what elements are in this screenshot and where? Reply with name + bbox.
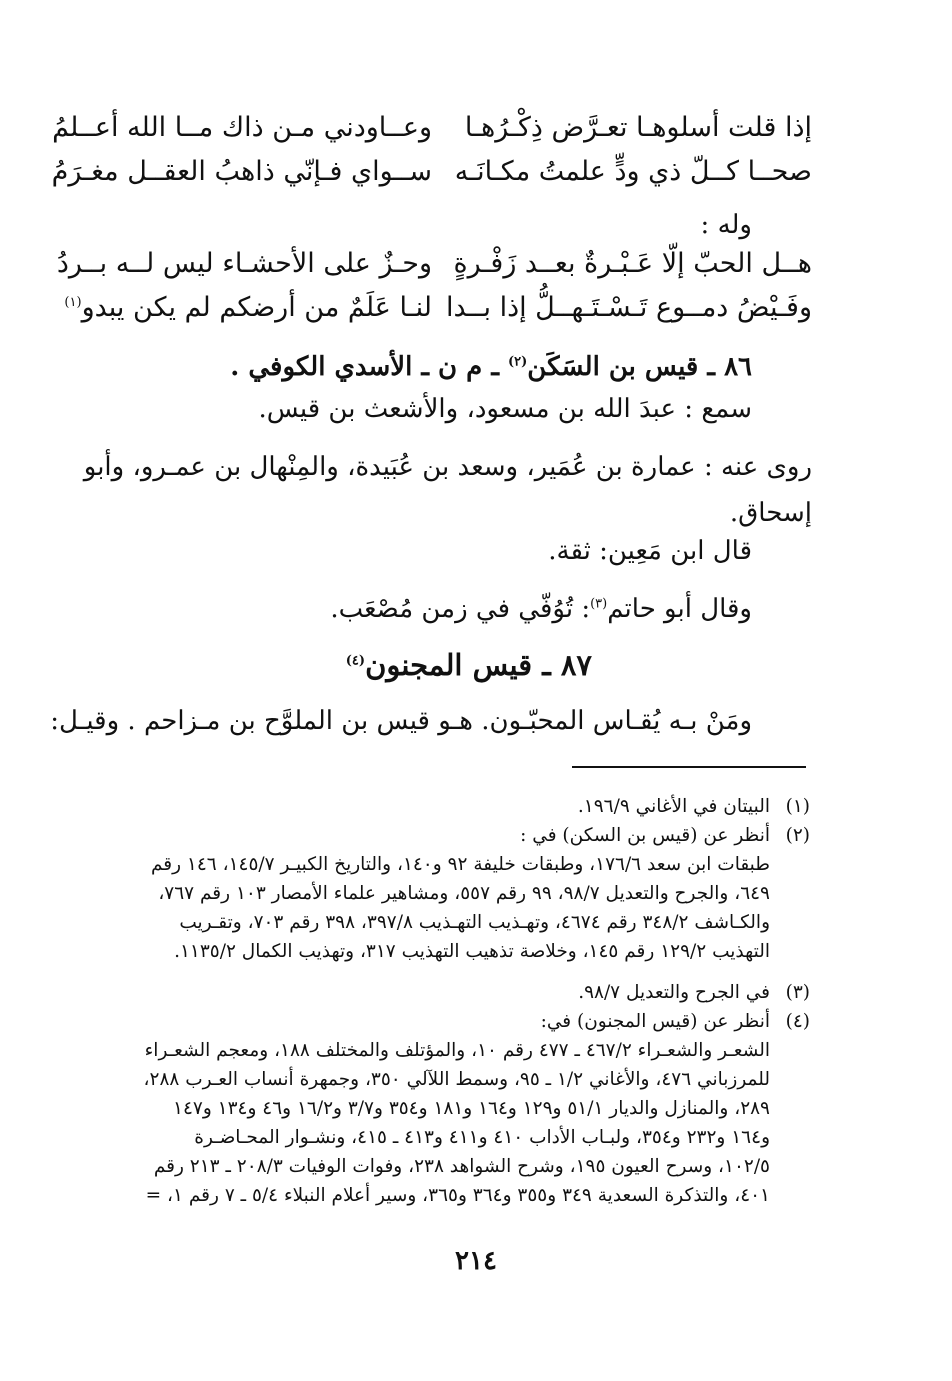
footnote-2-line: طبقات ابن سعد ١٧٦/٦، وطبقات خليفة ٩٢ و١٤٠، والتاريخ الكبيـر ١٤٥/٧، ١٤٦ رقم xyxy=(150,854,770,875)
poem2-line1-right: هــل الحبّ إلّا عَـبْـرةٌ بعــد زَفْـرةٍ xyxy=(453,248,812,279)
footnote-2-line: والكـاشف ٣٤٨/٢ رقم ٤٦٧٤، وتهـذيب التهـذيب ٣٩٧/٨، ٣٩٨ رقم ٧٠٣، وتقـريب xyxy=(179,912,770,933)
footnote-1 xyxy=(578,792,810,821)
footnote-2-line: التهذيب ١٢٩/٢ رقم ١٤٥، وخلاصة تذهيب التهذيب ٣١٧، وتهذيب الكمال ١١٣٥/٢. xyxy=(174,941,770,962)
footnote-2-number: (٢) xyxy=(785,825,810,846)
entry86-ibn-maeen: قال ابن مَعِين: ثقة. xyxy=(548,536,752,566)
footnote-2 xyxy=(520,821,810,850)
poem2-intro: وله : xyxy=(700,210,752,240)
footnote-4-number: (٤) xyxy=(785,1011,810,1032)
entry86-heard: سمع : عبدَ الله بن مسعود، والأشعث بن قيس. xyxy=(258,394,752,424)
poem2-line2-left-text: لنـا عَلَمٌ من أرضكم لم يكن يبدو xyxy=(81,292,432,323)
poem1-line2-right: صحــا كــلّ ذي ودٍّ علمتُ مكـانَـه xyxy=(454,156,812,187)
entry86-heading xyxy=(230,348,752,386)
entry86-heading-rest: ـ م ن ـ الأسدي الكوفي . xyxy=(230,352,508,382)
footnote-3-number: (٣) xyxy=(785,982,810,1003)
footnote-4-line: ٢٨٩، والمنازل والديار ٥١/١ و١٢٩ و١٦٤ و١٨١ و٣٥٤ و٣/٧ و١٦/٢ و٤٦ و١٣٤ و١٤٧ xyxy=(173,1098,770,1119)
footnote-separator xyxy=(572,766,806,768)
footnote-4-line: للمرزباني ٤٧٦، والأغاني ١/٢ ـ ٩٥، وسمط اللآلي ٣٥٠، وجمهرة أنساب العـرب ٢٨٨، xyxy=(143,1069,770,1090)
footnote-ref-2: (٢) xyxy=(508,354,528,370)
footnote-4-line: ١٠٢/٥، وسرح العيون ١٩٥، وشرح الشواهد ٢٣٨، وفوات الوفيات ٢٠٨/٣ ـ ٢١٣ رقم xyxy=(153,1156,770,1177)
entry87-heading-title: ٨٧ ـ قيس المجنون xyxy=(365,648,592,682)
footnote-4-line: و١٦٤ و٢٣٢ و٣٥٤، ولبـاب الأداب ٤١٠ و٤١١ و٤١٣ ـ ٤١٥، ونشـوار المحـاضـرة xyxy=(194,1127,770,1148)
footnote-4-text: أنظر عن (قيس المجنون) في: xyxy=(540,1011,770,1032)
footnote-4-line: ٤٠١، والتذكرة السعدية ٣٤٩ و٣٥٥ و٣٦٤ و٣٦٥، وسير أعلام النبلاء ٥/٤ ـ ٧ رقم ١، = xyxy=(145,1185,770,1206)
entry87-heading xyxy=(346,644,592,686)
footnote-2-text: أنظر عن (قيس بن السكن) في : xyxy=(520,825,770,846)
poem2-line2-left xyxy=(64,288,432,328)
poem1-line1-left: وعــاودني مـن ذاك مــا الله أعــلمُ xyxy=(52,112,432,143)
entry86-narrators-line2: إسحاق. xyxy=(729,498,812,528)
entry86-narrators-line1: روى عنه : عمارة بن عُمَير، وسعد بن عُبَيدة، والمِنْهال بن عمـرو، وأبو xyxy=(83,452,812,482)
poem1-line2-left: ســواي فـإنّي ذاهبُ العقــل مغـرَمُ xyxy=(51,156,432,187)
footnote-4 xyxy=(541,1007,810,1036)
page-number: ٢١٤ xyxy=(455,1246,497,1276)
poem2-line2-right: وفَـيْضُ دمــوع تَـسْـتَـهــلُّ إذا بــدا xyxy=(445,292,812,323)
entry86-abu-hatim-text: وقال أبو حاتم xyxy=(607,594,752,624)
footnote-1-text: البيتان في الأغاني ١٩٦/٩. xyxy=(577,796,770,817)
footnote-1-number: (١) xyxy=(785,796,810,817)
footnote-ref-1: (١) xyxy=(64,295,82,310)
poem2-line1-left: وحـزٌ على الأحشـاء ليس لــه بــردُ xyxy=(56,248,432,279)
footnote-4-line: الشعـر والشعـراء ٤٦٧/٢ ـ ٤٧٧ رقم ١٠، والمؤتلف والمختلف ١٨٨، ومعجم الشعـراء xyxy=(144,1040,770,1061)
footnote-3 xyxy=(578,978,810,1007)
entry86-abu-hatim xyxy=(330,590,752,628)
footnote-3-text: في الجرح والتعديل ٩٨/٧. xyxy=(578,982,770,1003)
poem1-line1-right: إذا قلت أسلوهـا تعـرَّض ذِكْـرُهـا xyxy=(464,112,812,143)
entry86-heading-title: ٨٦ ـ قيس بن السَكَن xyxy=(527,352,752,382)
entry86-abu-hatim-rest: : تُوُفّي في زمن مُصْعَب. xyxy=(330,594,591,624)
footnote-ref-4: (٤) xyxy=(345,653,366,669)
footnote-2-line: ٦٤٩، والجرح والتعديل ٩٨/٧، ٩٩ رقم ٥٥٧، ومشاهير علماء الأمصار ١٠٣ رقم ٧٦٧، xyxy=(158,883,770,904)
footnote-ref-3: (٣) xyxy=(590,596,608,612)
entry87-body: ومَنْ بـه يُقـاس المحبّـون. هـو قيس بن الملوَّح بن مـزاحم . وقيـل: xyxy=(50,706,752,736)
